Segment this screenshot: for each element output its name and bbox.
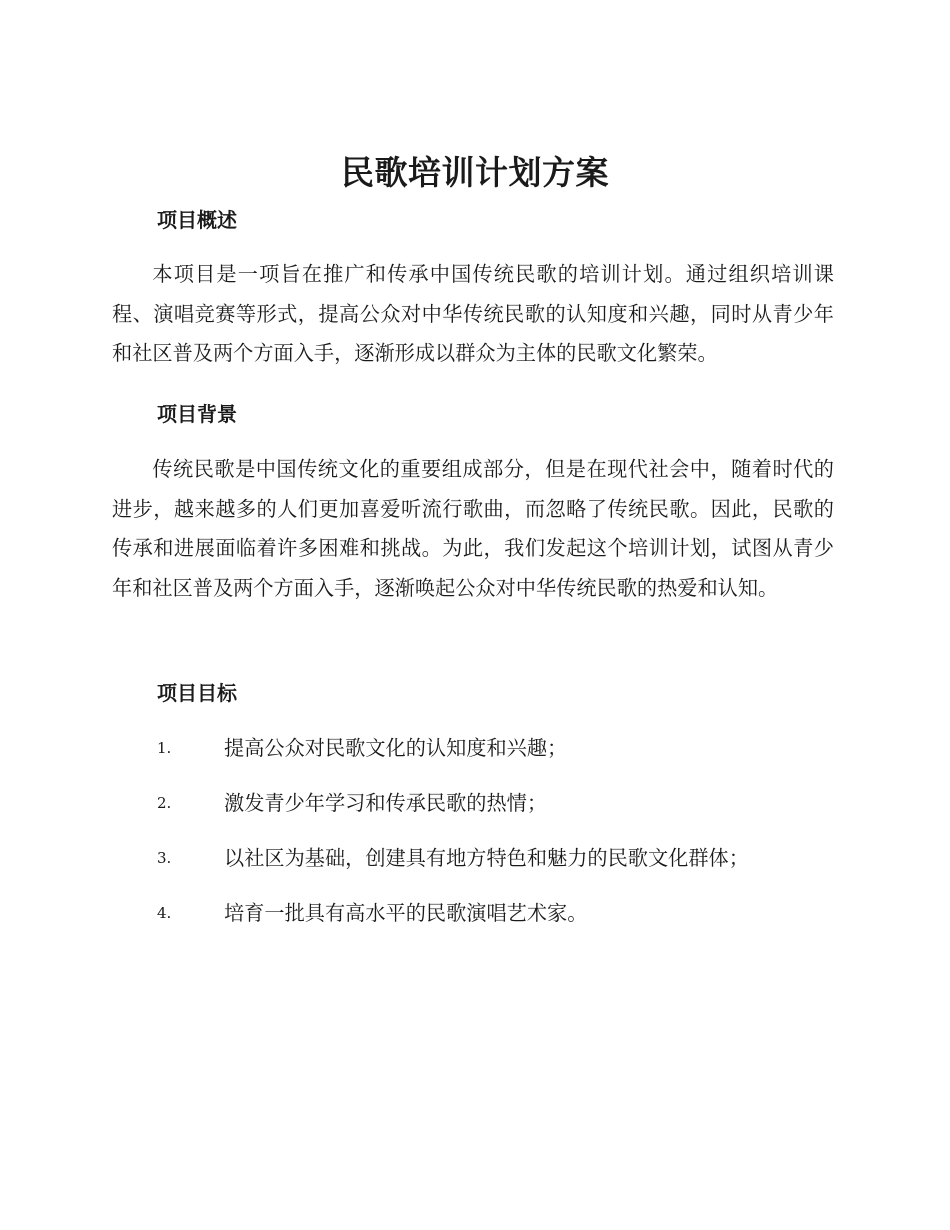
document-title: 民歌培训计划方案 — [341, 153, 609, 192]
list-item-text: 培育一批具有高水平的民歌演唱艺术家。 — [224, 901, 588, 925]
list-item-number: 2. — [157, 794, 172, 812]
overview-paragraph: 本项目是一项旨在推广和传承中国传统民歌的培训计划。通过组织培训课程、演唱竞赛等形式，提高公众对中华传统民歌的认知度和兴趣，同时从青少年和社区普及两个方面入手，逐渐形成以群众为主体的民歌文化繁荣。 — [112, 262, 834, 365]
goal-list-item — [157, 731, 847, 765]
goal-list-item — [157, 896, 847, 930]
list-item-text: 激发青少年学习和传承民歌的热情； — [224, 791, 548, 815]
goal-list-item — [157, 841, 847, 875]
section-heading-overview: 项目概述 — [157, 208, 237, 232]
background-paragraph: 传统民歌是中国传统文化的重要组成部分，但是在现代社会中，随着时代的进步，越来越多的人们更加喜爱听流行歌曲，而忽略了传统民歌。因此，民歌的传承和进展面临着许多困难和挑战。为此，我们发起这个培训计划，试图从青少年和社区普及两个方面入手，逐渐唤起公众对中华传统民歌的热爱和认知。 — [112, 457, 834, 600]
list-item-number: 3. — [157, 849, 172, 867]
list-item-number: 4. — [157, 904, 172, 922]
section-heading-background: 项目背景 — [157, 402, 237, 426]
goal-list-item — [157, 786, 847, 820]
list-item-text: 提高公众对民歌文化的认知度和兴趣； — [224, 736, 568, 760]
list-item-text: 以社区为基础，创建具有地方特色和魅力的民歌文化群体； — [224, 846, 749, 870]
list-item-number: 1. — [157, 739, 172, 757]
section-heading-goals: 项目目标 — [157, 681, 237, 705]
